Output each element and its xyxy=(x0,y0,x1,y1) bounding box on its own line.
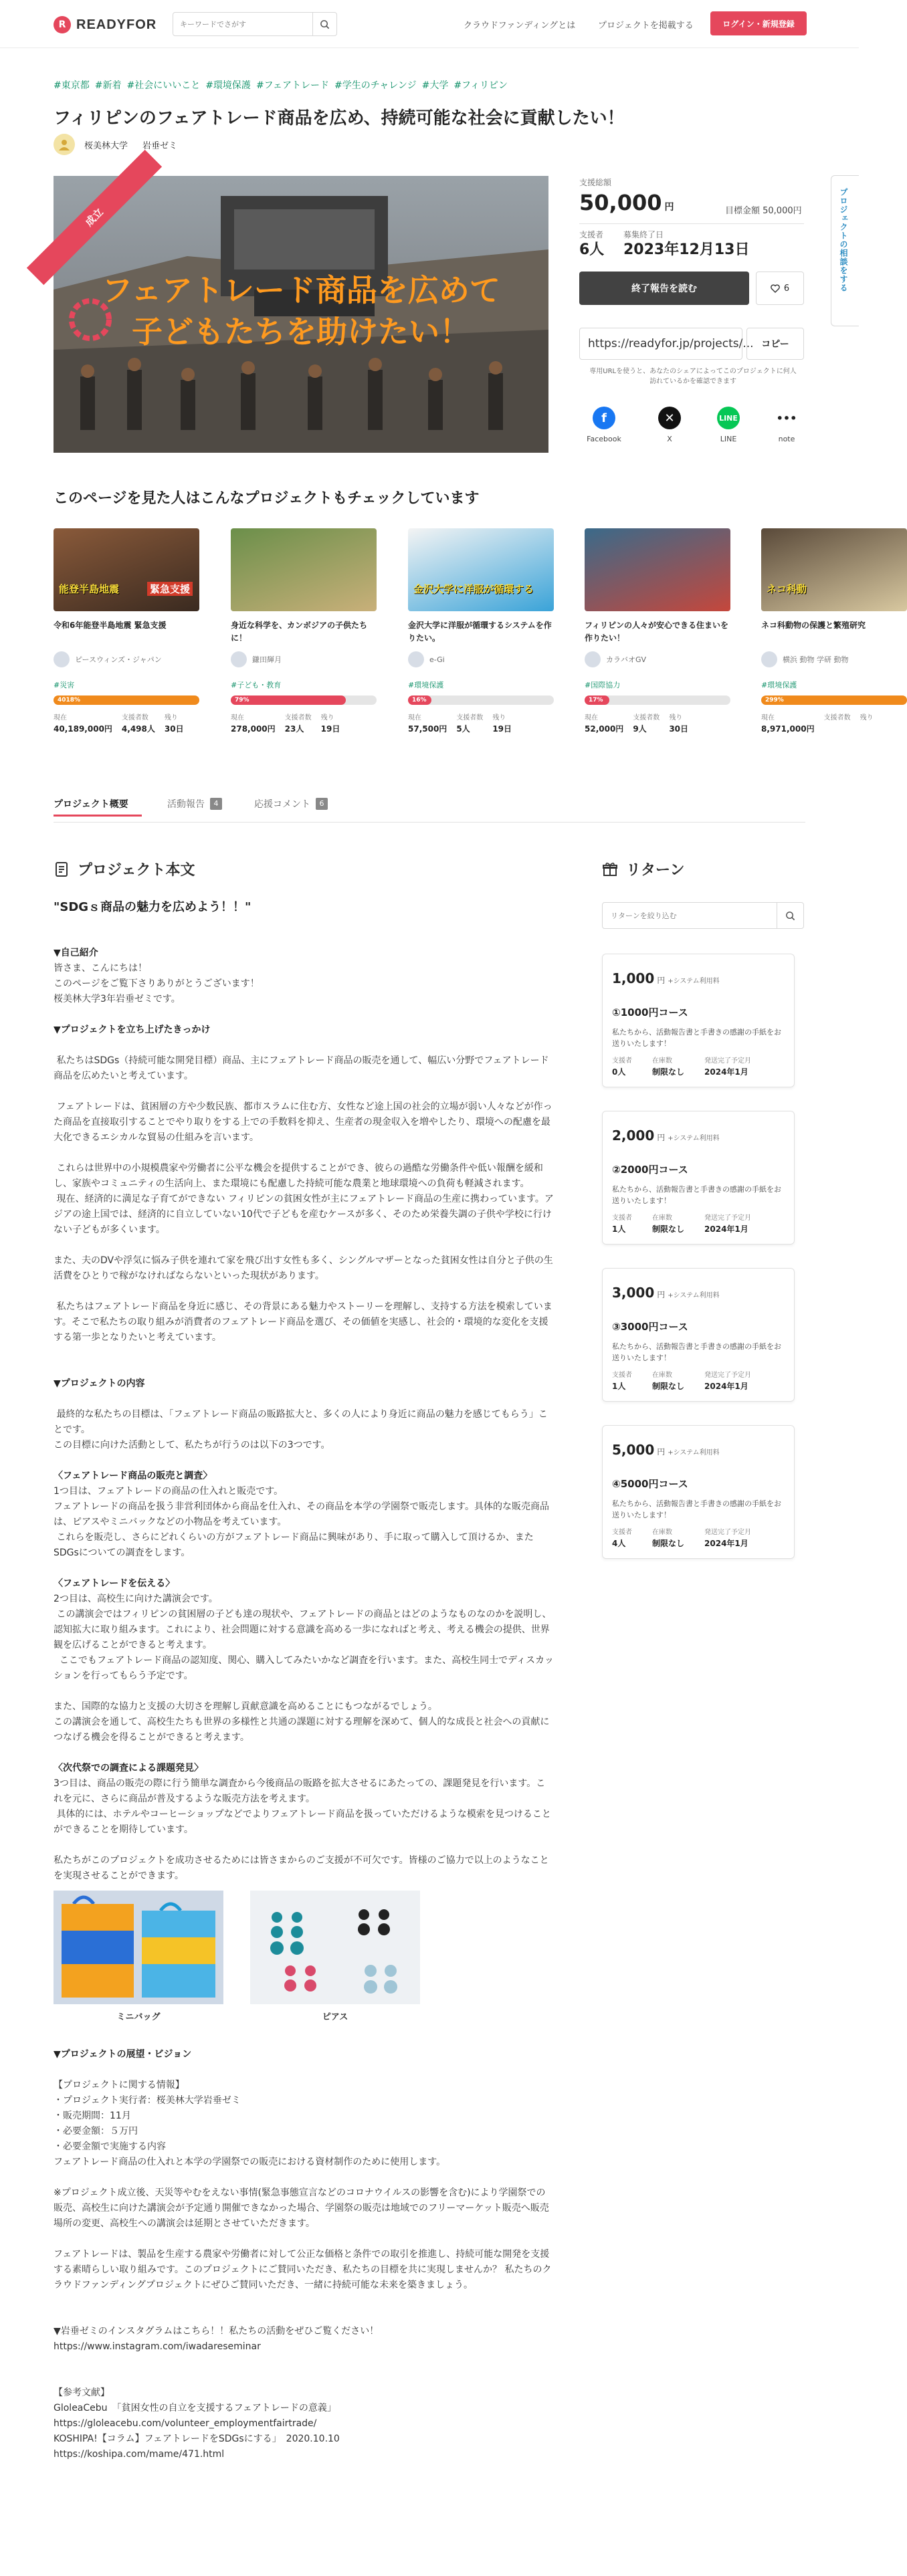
mini-bag-illustration xyxy=(54,1891,223,2004)
project-owner[interactable] xyxy=(54,134,192,155)
card-title[interactable]: 身近な科学を、カンボジアの子供たちに！ xyxy=(231,621,368,643)
project-title: フィリピンのフェアトレード商品を広め、持続可能な社会に貢献したい！ xyxy=(54,108,625,128)
favorite-button[interactable] xyxy=(756,272,804,305)
owner-avatar xyxy=(408,651,424,667)
photo-caption: ミニバッグ xyxy=(116,2012,161,2022)
card-title[interactable]: ネコ科動物の保護と繁殖研究 xyxy=(761,621,866,630)
funding-percent: 4018% xyxy=(58,697,81,704)
return-supporters: 支援者 1人 xyxy=(612,1214,632,1234)
card-owner: 鎌田輝月 xyxy=(231,651,377,667)
card-banner: 金沢大学に洋服が循環する xyxy=(413,583,534,595)
search-icon xyxy=(785,911,795,921)
return-name: ①1000円コース xyxy=(612,1006,688,1018)
return-stock: 在庫数 制限なし xyxy=(652,1372,685,1391)
paragraph: 最終的な私たちの目標は、「フェアトレード商品の販路拡大と、多くの人により身近に商品の魅力を感じてもらう」ことです。 この目標に向けた活動として、私たちが行うのは以下の3つです。 xyxy=(54,1409,548,1451)
tag[interactable]: #環境保護 xyxy=(205,80,251,91)
supporter-count: 支援者数 23人 xyxy=(284,714,312,734)
related-project-card[interactable] xyxy=(54,528,199,734)
card-category[interactable]: #環境保護 xyxy=(408,681,444,689)
photo-earrings xyxy=(250,1891,420,2025)
returns-search-input[interactable] xyxy=(603,903,777,928)
returns-heading: リターン xyxy=(602,859,685,879)
funding-percent: 16% xyxy=(412,697,427,704)
return-supporters: 支援者 4人 xyxy=(612,1529,632,1548)
comment-count: 6 xyxy=(316,798,328,810)
card-stats xyxy=(54,712,199,734)
section-heading: ▼プロジェクトの展望・ビジョン xyxy=(54,2049,192,2060)
favorite-count: 6 xyxy=(783,283,790,294)
funding-progress-bar xyxy=(761,695,907,705)
related-project-card[interactable] xyxy=(585,528,730,734)
return-stock: 在庫数 制限なし xyxy=(652,1057,685,1077)
paragraph: ※プロジェクト成立後、天災等やむをえない事情(緊急事態宣言などのコロナウイルスの影響を含む)により学園祭での販売、高校生に向けた講演会が予定通り開催できなかった場合、学園祭の販売は地域でのフリーマーケット販売へ販売場所の変更、高校生への講演会は延期とさせていただきます。 xyxy=(54,2187,549,2229)
card-owner: カラバオGV xyxy=(585,651,730,667)
card-banner: ネコ科動 xyxy=(767,583,807,595)
active-tab-indicator xyxy=(54,815,142,817)
return-ship-month: 発送完了予定月 2024年1月 xyxy=(704,1372,752,1391)
paragraph: フェアトレードは、貧困層の方や少数民族、都市スラムに住む方、女性など途上国の社会的立場が弱い人々などが作った商品を直接取引することでやり取りをする上での手数料を抑え、生産者の現金収入を増やしたり、環境への配慮を最大化できるエシカルな貿易の仕組みを言います。 xyxy=(54,1101,552,1143)
return-description: 私たちから、活動報告書と手書きの感謝の手紙をお送りいたします！ xyxy=(612,1342,781,1362)
card-stats xyxy=(585,712,730,734)
x-icon: ✕ xyxy=(658,407,681,429)
header-search xyxy=(173,12,337,36)
tag[interactable]: #新着 xyxy=(94,80,122,91)
tag[interactable]: #社会にいいこと xyxy=(126,80,201,91)
return-stats xyxy=(612,1369,771,1392)
paragraph: 私たちはSDGs（持続可能な開発目標）商品、主にフェアトレード商品の販売を通して、幅広い分野でフェアトレード商品を広めたいと考えています。 xyxy=(54,1055,549,1081)
end-date-label: 募集終了日 xyxy=(623,230,664,239)
tab-activity-reports[interactable]: 活動報告 4 xyxy=(167,797,222,811)
return-price: 5,000 円 +システム利用料 xyxy=(612,1442,720,1458)
logo-mark-icon: R xyxy=(54,16,71,33)
days-remaining: 残り 30日 xyxy=(669,714,689,734)
project-tabs xyxy=(54,790,805,823)
line-icon: LINE xyxy=(717,407,740,429)
owner-avatar xyxy=(54,651,70,667)
readyfor-logo[interactable] xyxy=(54,16,157,33)
owner-avatar xyxy=(585,651,601,667)
card-thumbnail[interactable] xyxy=(54,528,199,611)
hero-image xyxy=(54,176,548,453)
return-description: 私たちから、活動報告書と手書きの感謝の手紙をお送りいたします！ xyxy=(612,1185,781,1205)
current-amount: 現在 8,971,000円 xyxy=(761,714,815,734)
paragraph: フェアトレードは、製品を生産する農家や労働者に対して公正な価格と条件での取引を推進し、持続可能な開発を支援する素晴らしい取り組みです。このプロジェクトにご賛同いただき、私たちの目標を共に実現しませんか？ 私たちのクラウドファンディングプロジェクトにぜひご賛同いただき、一緒に持続可能な未来を築きましょう。 xyxy=(54,2249,552,2290)
current-amount: 現在 52,000円 xyxy=(585,714,624,734)
share-x[interactable]: ✕ X xyxy=(646,407,693,443)
nav-post-project[interactable]: プロジェクトを掲載する xyxy=(598,21,694,31)
card-category[interactable]: #子ども・教育 xyxy=(231,681,282,689)
paragraph: これらは世界中の小規模農家や労働者に公平な機会を提供することができ、彼らの過酷な労働条件や低い報酬を緩和し、家族やコミュニティの生活向上、また環境にも配慮した持続可能な農業と地球環境への負荷も軽減されます。 現在、経済的に満足な子育てができない フィリピンの貧困女性が主にフェアトレード商品の生産に携わっています。アジアの途上国では、経済的に自立していない10代で子どもを産むケースが多く、そのため栄養失調の子供や学校に行けない子どもが多くいます。 xyxy=(54,1163,554,1235)
supporter-count: 支援者数 5人 xyxy=(456,714,484,734)
supporter-count: 支援者数 9人 xyxy=(633,714,660,734)
tag[interactable]: #フェアトレード xyxy=(256,80,329,91)
return-stats xyxy=(612,1526,771,1549)
return-supporters: 支援者 0人 xyxy=(612,1057,632,1077)
share-url-note: 専用URLを使うと、あなたのシェアによってこのプロジェクトに何人訪れているかを確認できます xyxy=(589,368,797,385)
related-project-card[interactable] xyxy=(761,528,907,734)
return-card[interactable] xyxy=(602,954,795,1087)
owner-avatar xyxy=(761,651,777,667)
hero-headline-1: フェアトレード商品を広めて xyxy=(102,272,500,308)
funding-percent: 17% xyxy=(589,697,603,704)
share-note[interactable]: ••• note xyxy=(763,407,810,443)
project-body-heading: プロジェクト本文 xyxy=(54,859,195,879)
logo-text: READYFOR xyxy=(76,17,157,32)
funding-percent: 299% xyxy=(765,697,784,704)
card-owner: 横浜 動物 学研 動物 xyxy=(761,651,907,667)
paragraph: 【プロジェクトに関する情報】 ・プロジェクト実行者：桜美林大学岩垂ゼミ ・販売期間：11月 ・必要金額：５万円 ・必要金額で実施する内容 フェアトレード商品の仕入れと本学の学園祭での販売における資材制作のために使用します。 xyxy=(54,2080,446,2167)
card-thumbnail[interactable] xyxy=(231,528,377,611)
share-facebook[interactable]: f Facebook xyxy=(581,407,627,443)
related-projects-title: このページを見た人はこんなプロジェクトもチェックしています xyxy=(54,490,480,507)
owner-seminar: 岩垂ゼミ xyxy=(142,140,178,151)
return-ship-month: 発送完了予定月 2024年1月 xyxy=(704,1057,752,1077)
read-final-report-button[interactable]: 終了報告を読む xyxy=(579,272,749,305)
return-stats xyxy=(612,1212,771,1235)
return-card[interactable] xyxy=(602,1425,795,1559)
tab-support-comments[interactable]: 応援コメント 6 xyxy=(254,797,328,811)
supporter-count: 支援者数 xyxy=(823,714,851,722)
raised-label: 支援総額 xyxy=(579,178,612,187)
return-price: 1,000 円 +システム利用料 xyxy=(612,970,720,986)
note-icon: ••• xyxy=(775,407,798,429)
card-stats xyxy=(408,712,554,734)
card-owner: ピースウィンズ・ジャパン xyxy=(54,651,199,667)
paragraph: 私たちはフェアトレード商品を身近に感じ、その背景にある魅力やストーリーを理解し、支持する方法を模索しています。そこで私たちの取り組みが消費者のフェアトレード商品を選び、その価値を実感し、社会的・環境的な変化を支援する第一歩となりたいと考えています。 xyxy=(54,1301,552,1343)
days-remaining: 残り xyxy=(860,714,874,722)
return-ship-month: 発送完了予定月 2024年1月 xyxy=(704,1529,752,1548)
return-card[interactable] xyxy=(602,1111,795,1245)
activity-report-count: 4 xyxy=(210,798,222,810)
references-paragraph[interactable]: 【参考文献】 GloleaCebu 「貧困女性の自立を支援するフェアトレードの意義」 https://gloleacebu.com/volunteer_employmentfairtrade/ KOSHIPA!【コラム】フェアトレードをSDGsにする」 2020.10.10 https://koshipa.com/mame/471.html xyxy=(54,2387,340,2460)
project-consult-label: プロジェクトの相談をする xyxy=(839,188,848,292)
share-line[interactable]: LINE LINE xyxy=(705,407,752,443)
owner-avatar xyxy=(54,134,75,155)
return-card[interactable] xyxy=(602,1268,795,1402)
funding-progress-bar xyxy=(408,695,554,705)
return-stats xyxy=(612,1055,771,1077)
card-title[interactable]: フィリピンの人々が安心できる住まいを作りたい！ xyxy=(585,621,729,643)
person-icon xyxy=(58,138,71,151)
paragraph: 2つ目は、高校生に向けた講演会です。 この講演会ではフィリピンの貧困層の子ども達の現状や、フェアトレードの商品とはどのようなものなのかを説明し、認知拡大に取り組みます。これにより、社会問題に対する意識を高める一歩になればと考え、考える機会の提供、世界観を広げることができると考えます。 ここでもフェアトレード商品の認知度、関心、購入してみたいかなど調査を行います。また、高校生同士でディスカッションを行ってもらう予定です。 xyxy=(54,1594,554,1681)
end-date: 2023年12月13日 xyxy=(623,241,750,258)
card-banner-2: 緊急支援 xyxy=(147,582,193,596)
card-title[interactable]: 令和6年能登半島地震 緊急支援 xyxy=(54,621,167,630)
project-consult-tab[interactable] xyxy=(831,175,859,326)
subsection-heading: 〈フェアトレード商品の販売と調査〉 xyxy=(54,1471,213,1481)
return-supporters: 支援者 1人 xyxy=(612,1372,632,1391)
hero-headline-2: 子どもたちを助けたい！ xyxy=(132,314,470,350)
earrings-image xyxy=(250,1891,420,2004)
owner-university: 桜美林大学 xyxy=(84,140,128,151)
tag[interactable]: #大学 xyxy=(421,80,449,91)
current-amount: 現在 40,189,000円 xyxy=(54,714,112,734)
photo-caption: ピアス xyxy=(322,2012,348,2022)
section-heading: ▼プロジェクトの内容 xyxy=(54,1378,145,1389)
funded-ribbon: 成立 xyxy=(27,150,162,285)
funding-progress-bar xyxy=(585,695,730,705)
card-thumbnail[interactable] xyxy=(761,528,907,611)
copy-url-button[interactable]: コピー xyxy=(746,328,804,360)
gift-icon xyxy=(602,861,618,877)
card-thumbnail[interactable] xyxy=(585,528,730,611)
search-icon xyxy=(320,19,330,29)
divider xyxy=(579,223,804,224)
return-price: 3,000 円 +システム利用料 xyxy=(612,1285,720,1301)
share-url-field[interactable]: https://readyfor.jp/projects/... xyxy=(579,328,742,360)
document-icon xyxy=(54,861,70,877)
card-banner: 能登半島地震 xyxy=(59,583,120,595)
funding-progress-bar xyxy=(54,695,199,705)
card-category[interactable]: #国際協力 xyxy=(585,681,621,689)
paragraph: 3つ目は、商品の販売の際に行う簡単な調査から今後商品の販路を拡大させるにあたっての、課題発見を行います。これを元に、さらに商品が普及するような販売方法を考えます。 具体的には、ホテルやコーヒーショップなどでよりフェアトレード商品を扱っていただけるような模索を見つけることができることを期待しています。 xyxy=(54,1778,551,1835)
subsection-heading: 〈次代祭での調査による課題発見〉 xyxy=(54,1763,203,1774)
funding-percent: 79% xyxy=(235,697,249,704)
project-article xyxy=(54,899,554,2462)
card-stats xyxy=(231,712,377,734)
heart-icon xyxy=(771,284,780,293)
return-name: ②2000円コース xyxy=(612,1164,688,1176)
card-thumbnail[interactable] xyxy=(408,528,554,611)
raised-amount: 50,000 円 xyxy=(579,190,674,215)
article-lead: "SDGｓ商品の魅力を広めよう！！" xyxy=(54,900,251,914)
paragraph: また、夫のDVや浮気に悩み子供を連れて家を飛び出す女性も多く、シングルマザーとなった貧困女性は自分と子供の生活費をひとりで稼がなければならないといった現状があります。 xyxy=(54,1255,553,1281)
tag[interactable]: #東京都 xyxy=(54,80,90,91)
tag[interactable]: #学生のチャレンジ xyxy=(334,80,417,91)
return-stock: 在庫数 制限なし xyxy=(652,1214,685,1234)
owner-avatar xyxy=(231,651,247,667)
return-description: 私たちから、活動報告書と手書きの感謝の手紙をお送りいたします！ xyxy=(612,1499,781,1519)
related-project-card[interactable] xyxy=(231,528,377,734)
current-amount: 現在 57,500円 xyxy=(408,714,447,734)
days-remaining: 残り 30日 xyxy=(164,714,184,734)
supporter-count: 支援者数 4,498人 xyxy=(121,714,155,734)
section-heading: ▼自己紹介 xyxy=(54,948,98,958)
supporters-label: 支援者 xyxy=(579,230,604,239)
return-description: 私たちから、活動報告書と手書きの感謝の手紙をお送りいたします！ xyxy=(612,1028,781,1048)
paragraph: 私たちがこのプロジェクトを成功させるためには皆さまからのご支援が不可欠です。皆様のご協力で以上のようなことを実現させることができます。 xyxy=(54,1855,549,1881)
goal-amount: 目標金額 50,000円 xyxy=(725,206,802,216)
return-price: 2,000 円 +システム利用料 xyxy=(612,1128,720,1144)
search-button[interactable] xyxy=(312,13,336,35)
return-ship-month: 発送完了予定月 2024年1月 xyxy=(704,1214,752,1234)
paragraph: 皆さま、こんにちは！ このページをご覧下さりありがとうございます！ 桜美林大学3年岩垂ゼミです。 xyxy=(54,963,260,1004)
card-stats xyxy=(761,712,907,734)
return-stock: 在庫数 制限なし xyxy=(652,1529,685,1548)
supporters-count: 6人 xyxy=(579,241,605,258)
days-remaining: 残り 19日 xyxy=(492,714,512,734)
tag[interactable]: #フィリピン xyxy=(454,80,508,91)
tab-overview[interactable]: プロジェクト概要 xyxy=(54,799,128,810)
nav-about-crowdfunding[interactable]: クラウドファンディングとは xyxy=(464,21,576,31)
card-owner: e-Gi xyxy=(408,651,554,667)
return-name: ④5000円コース xyxy=(612,1478,688,1490)
tag-list xyxy=(54,78,513,92)
facebook-icon: f xyxy=(593,407,615,429)
mini-bag-image xyxy=(54,1891,223,2004)
related-project-card[interactable] xyxy=(408,528,554,734)
return-name: ③3000円コース xyxy=(612,1321,688,1333)
site-header xyxy=(0,0,859,48)
search-input[interactable] xyxy=(173,13,312,35)
card-category[interactable]: #災害 xyxy=(54,681,75,689)
current-amount: 現在 278,000円 xyxy=(231,714,276,734)
subsection-heading: 〈フェアトレードを伝える〉 xyxy=(54,1578,175,1589)
product-photos xyxy=(54,1891,554,2025)
returns-search-button[interactable] xyxy=(777,903,803,928)
card-category[interactable]: #環境保護 xyxy=(761,681,797,689)
paragraph: 1つ目は、フェアトレードの商品の仕入れと販売です。 フェアトレードの商品を扱う非営利団体から商品を仕入れ、その商品を本学の学園祭で販売します。具体的な販売商品は、ピアスやミニバックなどの小物品を考えています。 これらを販売し、さらにどれくらいの方がフェアトレード商品に興味があり、手に取って購入して頂けるか、またSDGsについての調査をします。 xyxy=(54,1486,550,1558)
login-signup-button[interactable]: ログイン・新規登録 xyxy=(710,11,807,35)
earrings-illustration xyxy=(250,1891,420,2004)
section-heading: ▼プロジェクトを立ち上げたきっかけ xyxy=(54,1025,211,1035)
photo-mini-bag xyxy=(54,1891,223,2025)
days-remaining: 残り 19日 xyxy=(320,714,340,734)
funding-progress-bar xyxy=(231,695,377,705)
instagram-paragraph[interactable]: ▼岩垂ゼミのインスタグラムはこちら！！私たちの活動をぜひご覧ください！ https://www.instagram.com/iwadareseminar xyxy=(54,2326,379,2352)
card-title[interactable]: 金沢大学に洋服が循環するシステムを作りたい。 xyxy=(408,621,552,643)
returns-search xyxy=(602,902,804,929)
paragraph: また、国際的な協力と支援の大切さを理解し貢献意識を高めることにもつながるでしょう。 この講演会を通して、高校生たちも世界の多様性と共通の課題に対する理解を深めて、個人的な成長と社会への貢献につなげる機会を得ることができると考えます。 xyxy=(54,1701,550,1743)
